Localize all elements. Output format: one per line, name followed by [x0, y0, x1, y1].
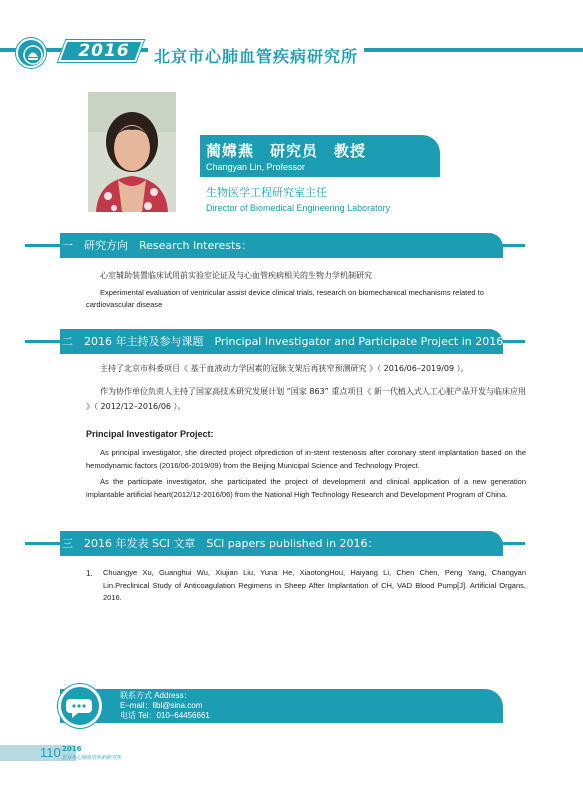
paper-number: 1.	[86, 569, 93, 578]
research-text-en: Experimental evaluation of ventricular assist device clinical trials, research on biomechanical mechanisms related to cardiovascular disease	[86, 288, 484, 309]
profile-name-cn: 蔺嫦燕 研究员 教授	[206, 142, 367, 160]
profile-photo	[88, 92, 176, 212]
projects-text-en-2: As the participate investigator, she participated the project of development and clinical application of a new generation implantable artificial heart(2012/12-2016/06) from the National High Technology Research and Development Program of China.	[86, 477, 526, 499]
section-research-title: 一 研究方向 Research Interests：	[62, 239, 253, 252]
header-year: 2016	[78, 41, 130, 61]
profile-position-en: Director of Biomedical Engineering Laboratory	[206, 203, 391, 213]
pi-project-heading: Principal Investigator Project:	[86, 429, 214, 439]
profile-position-cn: 生物医学工程研究室主任	[206, 186, 327, 199]
projects-text-cn-1: 主持了北京市科委项目《 基于血液动力学因素的冠脉支架后再狭窄预测研究 》（ 2016/06–2019/09 ）。	[100, 364, 469, 373]
section-projects-title: 二 2016 年主持及参与课题 Principal Investigator and Participate Project in 2016：	[62, 335, 515, 348]
paper-citation: Chuangye Xu, Guanghui Wu, Xiujian Liu, Yuna He, XiaotongHou, Haiyang Li, Chen Chen, Peng Yang, Changyan Lin.Preclinical Study of Anticoagulation Regimens in Sheep After Implantation of CH, VAD Blood Pump[J]. Artificial Organs, 2016.	[103, 568, 526, 602]
projects-text-cn-2: 作为协作单位负责人主持了国家高技术研究发展计划 “国家 863” 重点项目《 新一代植入式人工心脏产品开发与临床应用 》（ 2012/12–2016/06 ）。	[86, 387, 526, 411]
projects-text-en-1: As principal investigator, she directed project ofprediction of in-stent restenosis after coronary stent implantation based on the hemodynamic factors (2016/06-2019/09) from the Beijing Municipal Science and Technology Project.	[86, 448, 526, 470]
institute-title: 北京市心肺血管疾病研究所	[148, 44, 364, 67]
footer-year: 2016	[62, 745, 82, 753]
contact-label: 联系方式 Address：	[120, 691, 192, 700]
footer-institute: 北京市心肺血管疾病研究所	[62, 755, 123, 761]
profile-name-en: Changyan Lin, Professor	[206, 162, 306, 172]
institute-logo-icon	[16, 38, 46, 68]
page-number: 110	[40, 745, 61, 760]
contact-phone: 电话 Tel：010–64456661	[120, 711, 210, 720]
chat-bubble-icon	[58, 684, 102, 728]
section-papers-title: 三 2016 年发表 SCI 文章 SCI papers published in 2016：	[62, 537, 379, 550]
research-text-cn: 心室辅助装置临床试用前实验室论证及与心血管疾病相关的生物力学机制研究	[100, 271, 372, 280]
contact-email[interactable]: E–mail：llbl@sina.com	[120, 701, 203, 710]
